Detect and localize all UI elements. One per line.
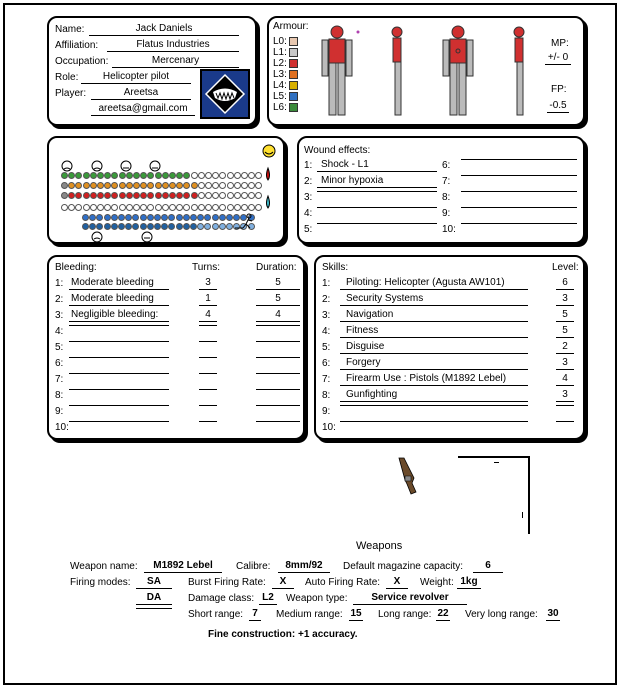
character-info-panel [47, 16, 257, 126]
weight-label: Weight: [420, 577, 454, 588]
frame-tick-mark2 [522, 512, 523, 518]
wound-effect-field[interactable] [461, 207, 577, 208]
bleeding-duration-field[interactable] [256, 357, 300, 358]
emblem-icon [202, 71, 248, 117]
bleeding-name-field[interactable]: Negligible bleeding: [69, 309, 169, 322]
face-worried-icon [62, 161, 72, 171]
very-long-range-field[interactable]: 30 [547, 608, 559, 619]
armour-level-label: L6: [273, 102, 287, 113]
weapon-note: Fine construction: +1 accuracy. [208, 629, 358, 640]
bleeding-row-number: 5: [55, 342, 64, 353]
medium-range-label: Medium range: [276, 609, 343, 620]
health-icons [49, 138, 283, 242]
weapon-type-field[interactable]: Service revolver [353, 592, 467, 605]
medium-range-field[interactable]: 15 [350, 608, 362, 619]
email-field[interactable]: areetsa@gmail.com [91, 103, 195, 116]
wound-row-number: 4: [304, 208, 313, 219]
armour-level-swatch [289, 70, 298, 79]
skill-row-number: 7: [322, 374, 331, 385]
skill-name-field[interactable] [340, 421, 528, 422]
player-field[interactable]: Areetsa [91, 87, 191, 100]
skill-name-field[interactable]: Forgery [340, 357, 528, 370]
wound-row-number: 6: [442, 160, 451, 171]
firing-mode-2-field[interactable]: DA [136, 592, 172, 605]
bleeding-duration-field[interactable] [256, 341, 300, 342]
armour-level-label: L0: [273, 36, 287, 47]
skill-row-number: 9: [322, 406, 331, 417]
skill-level-field[interactable]: 5 [556, 309, 574, 322]
armour-level-label: L4: [273, 80, 287, 91]
skill-row-number: 5: [322, 342, 331, 353]
skills-panel [314, 255, 585, 440]
armour-body-diagrams [314, 20, 534, 124]
armour-level-swatch [289, 48, 298, 57]
wound-row-number: 2: [304, 176, 313, 187]
burst-rate-label: Burst Firing Rate: [188, 577, 266, 588]
bleeding-name-field[interactable] [69, 373, 169, 374]
face-happy-icon [263, 145, 275, 157]
weapon-name-field[interactable]: M1892 Lebel [144, 560, 222, 573]
wound-row-number: 1: [304, 160, 313, 171]
bleeding-panel [47, 255, 305, 440]
wound-row-number: 8: [442, 192, 451, 203]
auto-rate-label: Auto Firing Rate: [305, 577, 381, 588]
bleeding-duration-field[interactable] [256, 421, 300, 422]
burst-rate-field[interactable]: X [272, 576, 294, 589]
health-track-panel [47, 136, 285, 244]
skill-level-field[interactable] [556, 421, 574, 422]
bleeding-name-field[interactable]: Moderate bleeding [69, 277, 169, 290]
auto-rate-field[interactable]: X [386, 576, 408, 589]
skill-level-field[interactable] [556, 405, 574, 406]
wound-effect-field[interactable] [317, 191, 437, 192]
bleeding-turns-field[interactable]: 4 [199, 309, 217, 322]
revolver-icon [396, 456, 422, 496]
skill-level-field[interactable]: 5 [556, 325, 574, 338]
bleeding-turns-field[interactable]: 3 [199, 277, 217, 290]
armour-level-swatch [289, 59, 298, 68]
wound-effects-title: Wound effects: [304, 145, 371, 156]
skill-name-field[interactable]: Piloting: Helicopter (Agusta AW101) [340, 277, 528, 290]
bleeding-turns-field[interactable]: 1 [199, 293, 217, 306]
skill-level-field[interactable]: 3 [556, 357, 574, 370]
frame-tick-mark [494, 462, 499, 463]
bleeding-name-field[interactable] [69, 325, 169, 326]
wound-effect-field[interactable] [461, 223, 577, 224]
long-range-field[interactable]: 22 [437, 608, 449, 619]
wound-row-number: 9: [442, 208, 451, 219]
weight-field[interactable]: 1kg [457, 576, 481, 589]
wound-effects-panel [297, 136, 585, 244]
firing-mode-1-field[interactable]: SA [136, 576, 172, 589]
skill-name-field[interactable]: Gunfighting [340, 389, 528, 402]
short-range-label: Short range: [188, 609, 244, 620]
face-neutral-icon [121, 161, 131, 171]
armour-level-swatch [289, 103, 298, 112]
wound-effect-field[interactable]: Minor hypoxia [317, 175, 437, 188]
skill-row-number: 6: [322, 358, 331, 369]
affiliation-field[interactable]: Flatus Industries [107, 39, 239, 52]
armour-level-label: L2: [273, 58, 287, 69]
skill-name-field[interactable]: Firearm Use : Pistols (M1892 Lebel) [340, 373, 528, 386]
turns-header: Turns: [192, 262, 220, 273]
skill-level-field[interactable]: 2 [556, 341, 574, 354]
skill-row-number: 3: [322, 310, 331, 321]
skill-name-field[interactable]: Fitness [340, 325, 528, 338]
bleeding-duration-field[interactable]: 5 [256, 293, 300, 306]
bleeding-row-number: 9: [55, 406, 64, 417]
skill-row-number: 1: [322, 278, 331, 289]
skill-name-field[interactable]: Security Systems [340, 293, 528, 306]
blood-drop-icon [267, 168, 270, 180]
fp-label: FP: [551, 84, 567, 95]
occupation-field[interactable]: Mercenary [112, 55, 239, 68]
duration-header: Duration: [256, 262, 297, 273]
bleeding-row-number: 3: [55, 310, 64, 321]
weapons-title: Weapons [356, 540, 403, 552]
role-field[interactable]: Helicopter pilot [81, 71, 191, 84]
skill-name-field[interactable]: Disguise [340, 341, 528, 354]
wound-effect-field[interactable] [461, 159, 577, 160]
bleeding-duration-field[interactable]: 4 [256, 309, 300, 322]
long-range-label: Long range: [378, 609, 432, 620]
bleeding-row-number: 1: [55, 278, 64, 289]
firing-mode-3-field[interactable] [136, 608, 172, 609]
bleeding-turns-field[interactable] [199, 405, 217, 406]
skill-row-number: 10: [322, 422, 336, 433]
mp-value[interactable]: +/- 0 [545, 52, 571, 65]
bleeding-turns-field[interactable] [199, 341, 217, 342]
skill-level-field[interactable]: 3 [556, 389, 574, 402]
level-header: Level: [552, 262, 579, 273]
bleeding-turns-field[interactable] [199, 357, 217, 358]
figure-back-icon [443, 26, 473, 115]
armour-level-swatch [289, 92, 298, 101]
bleeding-row-number: 4: [55, 326, 64, 337]
wound-row-number: 10: [442, 224, 456, 235]
occupation-label: Occupation: [55, 56, 109, 67]
bleeding-row-number: 2: [55, 294, 64, 305]
calibre-field[interactable]: 8mm/92 [278, 560, 330, 573]
firing-modes-label: Firing modes: [70, 577, 131, 588]
affiliation-label: Affiliation: [55, 40, 99, 51]
bleeding-name-field[interactable]: Moderate bleeding [69, 293, 169, 306]
bleeding-name-field[interactable] [69, 421, 169, 422]
bleeding-row-number: 8: [55, 390, 64, 401]
skills-title: Skills: [322, 262, 349, 273]
skill-row-number: 2: [322, 294, 331, 305]
bleeding-name-field[interactable] [69, 357, 169, 358]
bleeding-title: Bleeding: [55, 262, 97, 273]
armour-panel [267, 16, 585, 126]
role-label: Role: [55, 72, 79, 83]
wound-effect-field[interactable] [461, 175, 577, 176]
name-label: Name: [55, 24, 85, 35]
skill-level-field[interactable]: 6 [556, 277, 574, 290]
damage-class-field[interactable]: L2 [259, 592, 277, 605]
weapon-type-label: Weapon type: [286, 593, 348, 604]
skill-name-field[interactable] [340, 405, 528, 406]
calibre-label: Calibre: [236, 561, 271, 572]
weapon-name-label: Weapon name: [70, 561, 138, 572]
bleeding-duration-field[interactable] [256, 325, 300, 326]
bleeding-turns-field[interactable] [199, 325, 217, 326]
wound-effect-field[interactable] [317, 207, 437, 208]
figure-side2-icon [514, 27, 524, 115]
bleeding-duration-field[interactable] [256, 389, 300, 390]
face-sad-bottom-icon [92, 232, 102, 242]
mp-label: MP: [551, 38, 569, 49]
magazine-field[interactable]: 6 [473, 560, 503, 573]
very-long-range-label: Very long range: [465, 609, 538, 620]
skill-row-number: 8: [322, 390, 331, 401]
bleeding-name-field[interactable] [69, 341, 169, 342]
bleeding-duration-field[interactable] [256, 373, 300, 374]
figure-side-icon [392, 27, 402, 115]
damage-class-label: Damage class: [188, 593, 255, 604]
wound-row-number: 3: [304, 192, 313, 203]
face-neutral2-icon [150, 161, 160, 171]
armour-level-swatch [289, 81, 298, 90]
skill-level-field[interactable]: 3 [556, 293, 574, 306]
short-range-field[interactable]: 7 [249, 608, 261, 621]
weapon-image-frame [458, 456, 530, 534]
wound-effect-field[interactable] [461, 191, 577, 192]
wound-effect-field[interactable] [317, 223, 437, 224]
wound-effect-field[interactable]: Shock - L1 [317, 159, 437, 172]
bleeding-name-field[interactable] [69, 405, 169, 406]
bleeding-name-field[interactable] [69, 389, 169, 390]
bleeding-turns-field[interactable] [199, 389, 217, 390]
armour-level-label: L1: [273, 47, 287, 58]
player-label: Player: [55, 88, 87, 99]
magazine-label: Default magazine capacity: [343, 561, 464, 572]
skill-level-field[interactable]: 4 [556, 373, 574, 386]
bleeding-turns-field[interactable] [199, 373, 217, 374]
armour-title: Armour: [273, 21, 309, 32]
armour-level-swatch [289, 37, 298, 46]
wound-row-number: 7: [442, 176, 451, 187]
bleeding-turns-field[interactable] [199, 421, 217, 422]
face-neutral-bottom-icon [142, 232, 152, 242]
name-field[interactable]: Jack Daniels [89, 23, 239, 36]
bleeding-row-number: 10: [55, 422, 69, 433]
armour-level-label: L5: [273, 91, 287, 102]
skill-name-field[interactable]: Navigation [340, 309, 528, 322]
wound-row-number: 5: [304, 224, 313, 235]
running-figure-icon [235, 214, 252, 228]
figure-front-icon [322, 26, 352, 115]
water-drop-icon [267, 196, 270, 208]
bleeding-row-number: 6: [55, 358, 64, 369]
bleeding-duration-field[interactable] [256, 405, 300, 406]
fp-value[interactable]: -0.5 [547, 100, 569, 113]
bleeding-duration-field[interactable]: 5 [256, 277, 300, 290]
bleeding-row-number: 7: [55, 374, 64, 385]
armour-level-label: L3: [273, 69, 287, 80]
character-emblem [200, 69, 250, 119]
skill-row-number: 4: [322, 326, 331, 337]
